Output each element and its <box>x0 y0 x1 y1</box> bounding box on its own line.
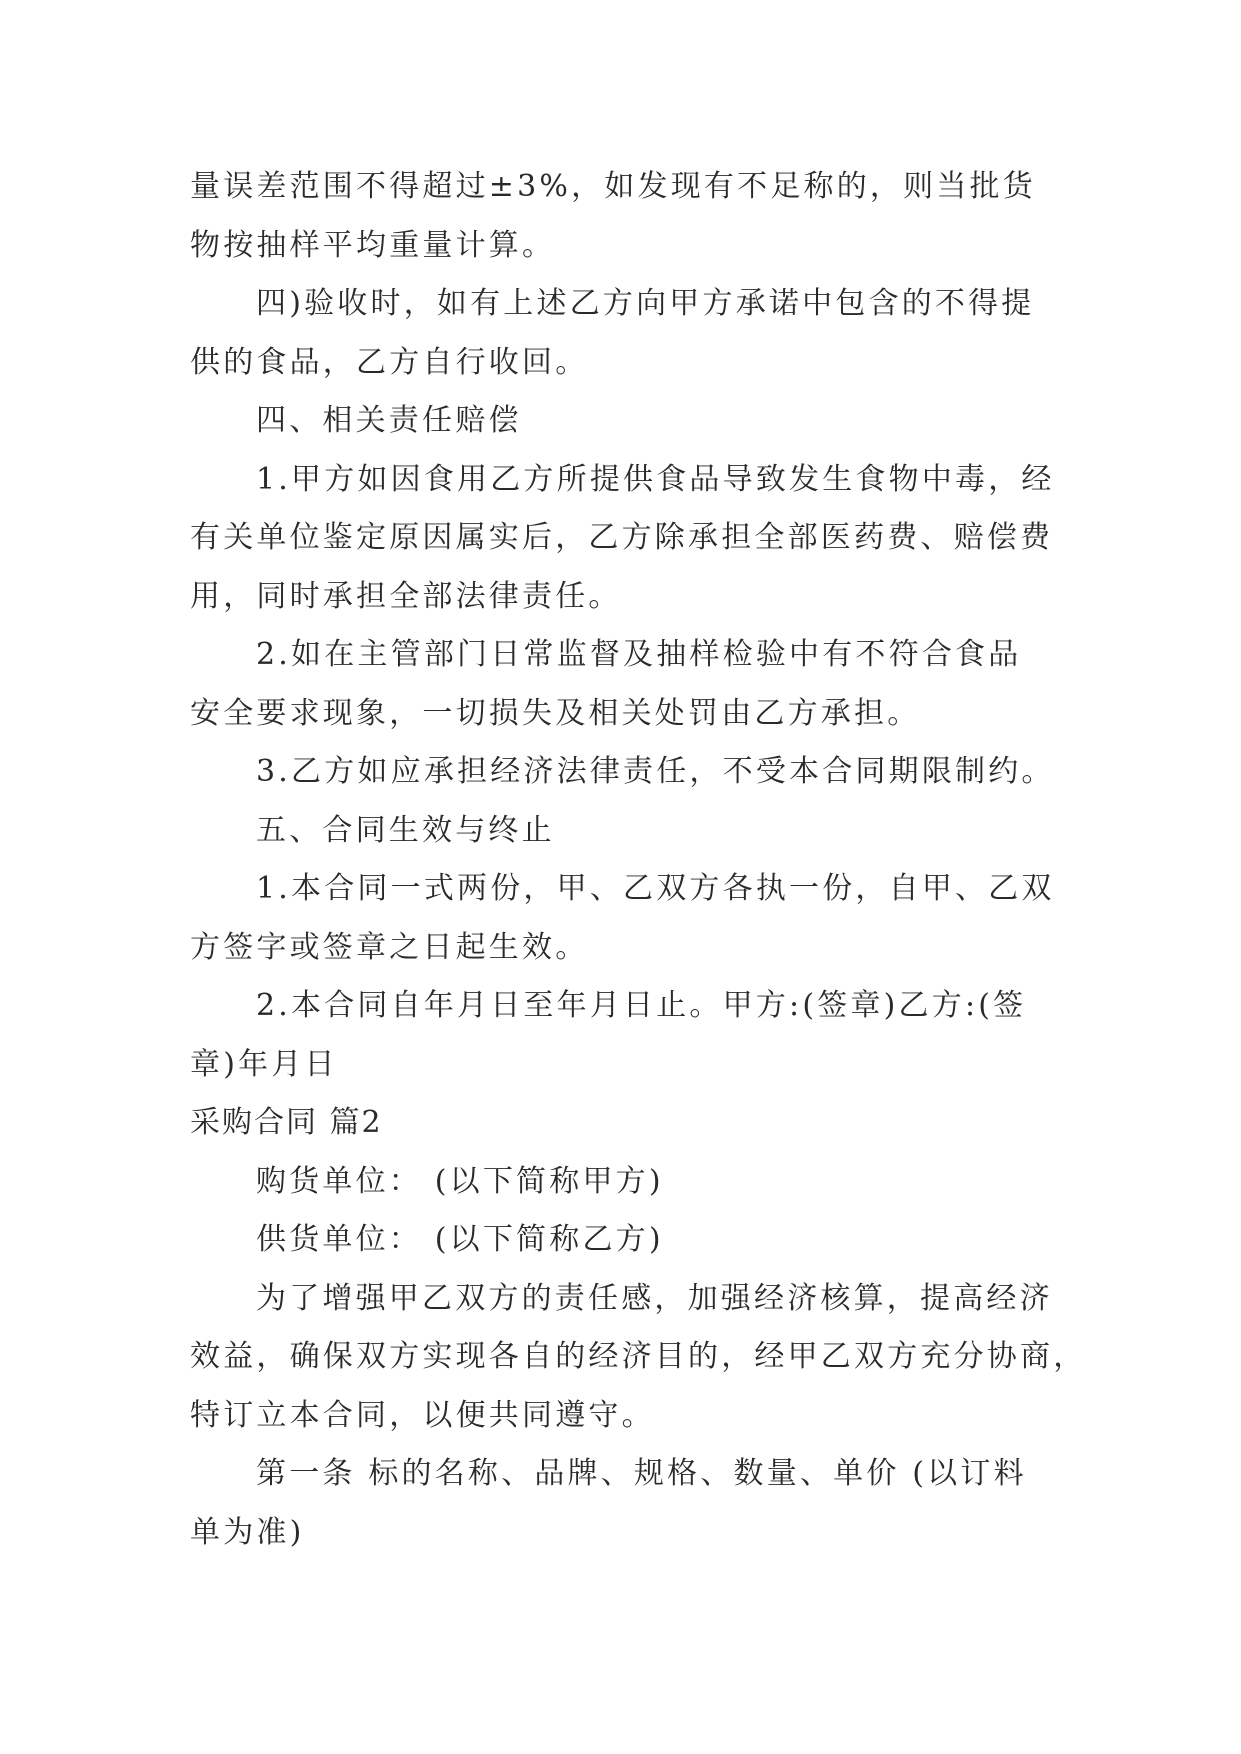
text-line: 方签字或签章之日起生效。 <box>190 929 589 965</box>
text-line: 量误差范围不得超过±3%，如发现有不足称的，则当批货 <box>190 169 1036 204</box>
text-line: 供的食品，乙方自行收回。 <box>190 344 589 380</box>
text-line: 章)年月日 <box>190 1046 338 1082</box>
text-line: 1.本合同一式两份，甲、乙双方各执一份，自甲、乙双 <box>256 871 1055 906</box>
text-line: 为了增强甲乙双方的责任感，加强经济核算，提高经济 <box>256 1280 1053 1316</box>
supplier-line: 供货单位： (以下简称乙方) <box>256 1222 664 1257</box>
buyer-line: 购货单位： (以下简称甲方) <box>256 1163 664 1199</box>
text-line: 2.如在主管部门日常监督及抽样检验中有不符合食品 <box>256 637 1022 672</box>
document-heading: 采购合同 篇2 <box>190 1105 383 1140</box>
text-line: 1.甲方如因食用乙方所提供食品导致发生食物中毒，经 <box>256 461 1055 497</box>
section-heading: 四、相关责任赔偿 <box>256 403 522 438</box>
text-line: 单为准) <box>190 1514 305 1550</box>
article-line: 第一条 标的名称、品牌、规格、数量、单价 (以订料 <box>256 1456 1027 1491</box>
text-line: 2.本合同自年月日至年月日止。甲方:(签章)乙方:(签 <box>256 988 1027 1023</box>
text-line: 有关单位鉴定原因属实后，乙方除承担全部医药费、赔偿费 <box>190 520 1054 555</box>
text-line: 物按抽样平均重量计算。 <box>190 227 556 263</box>
text-line: 用，同时承担全部法律责任。 <box>190 578 622 614</box>
text-line: 四)验收时，如有上述乙方向甲方承诺中包含的不得提 <box>256 286 1035 321</box>
section-heading: 五、合同生效与终止 <box>256 812 555 848</box>
text-line: 特订立本合同，以便共同遵守。 <box>190 1397 655 1433</box>
document-body <box>190 158 1087 1562</box>
text-line: 效益，确保双方实现各自的经济目的，经甲乙双方充分协商， <box>190 1339 1087 1374</box>
text-line: 3.乙方如应承担经济法律责任，不受本合同期限制约。 <box>256 754 1055 789</box>
text-line: 安全要求现象，一切损失及相关处罚由乙方承担。 <box>190 695 921 731</box>
